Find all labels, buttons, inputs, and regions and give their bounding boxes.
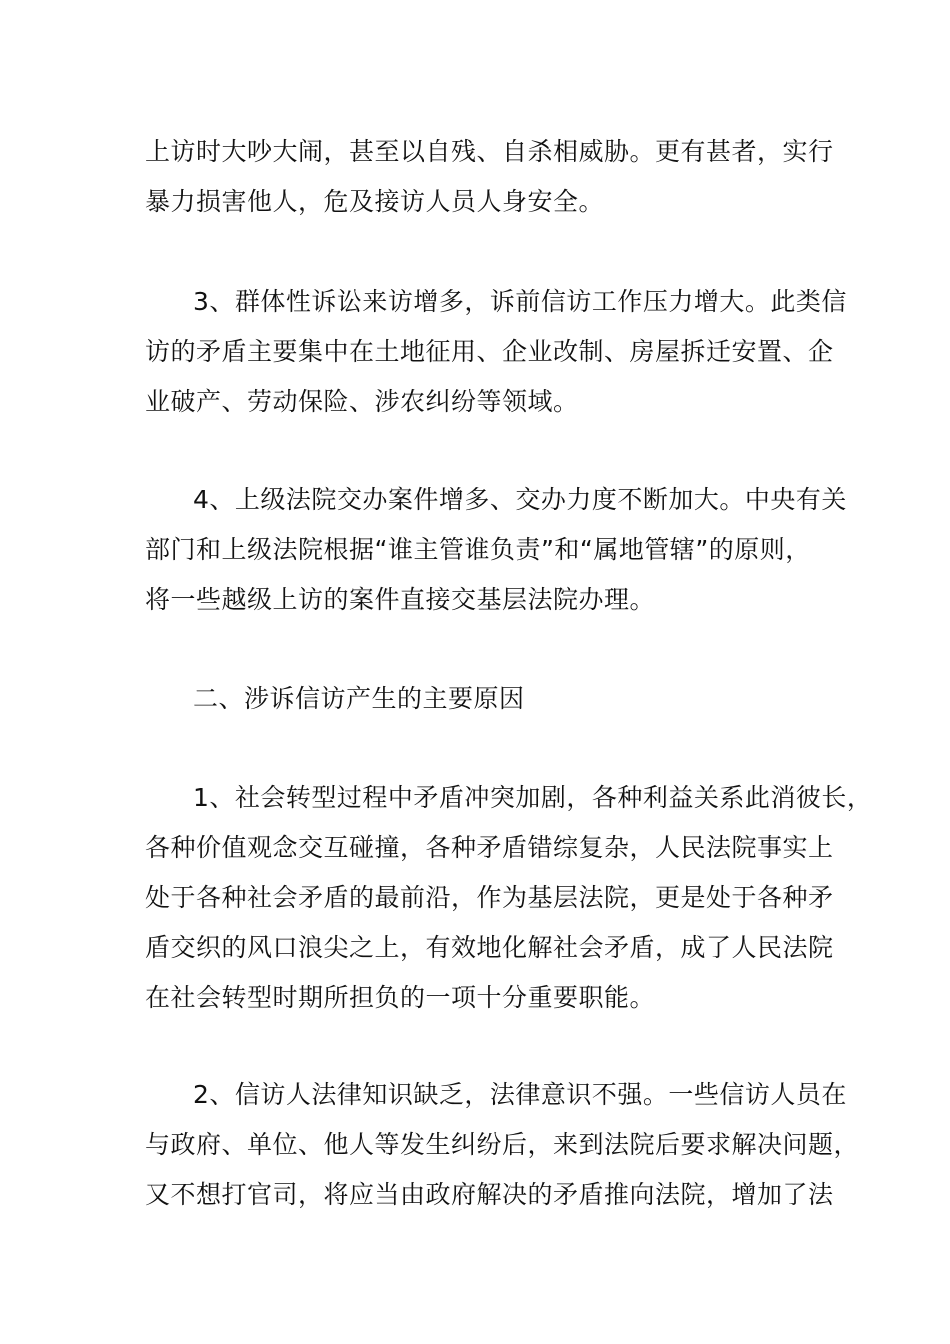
text-line: 处于各种社会矛盾的最前沿，作为基层法院，更是处于各种矛 (145, 883, 834, 912)
text-line: 盾交织的风口浪尖之上，有效地化解社会矛盾，成了人民法院 (145, 933, 834, 962)
paragraph-continuation (145, 127, 834, 227)
text-line: 2、信访人法律知识缺乏，法律意识不强。一些信访人员在 (193, 1080, 847, 1109)
text-line: 1、社会转型过程中矛盾冲突加剧，各种利益关系此消彼长， (193, 783, 873, 812)
text-line: 4、上级法院交办案件增多、交办力度不断加大。中央有关 (193, 485, 847, 514)
text-line: 业破产、劳动保险、涉农纠纷等领域。 (145, 387, 579, 416)
paragraph-reason-1 (145, 773, 873, 1023)
text-line: 暴力损害他人，危及接访人员人身安全。 (145, 187, 605, 216)
text-line: 3、群体性诉讼来访增多，诉前信访工作压力增大。此类信 (193, 287, 847, 316)
text-line: 在社会转型时期所担负的一项十分重要职能。 (145, 983, 656, 1012)
text-line: 各种价值观念交互碰撞，各种矛盾错综复杂，人民法院事实上 (145, 833, 834, 862)
text-line: 部门和上级法院根据“谁主管谁负责”和“属地管辖”的原则， (145, 535, 811, 564)
text-line: 访的矛盾主要集中在土地征用、企业改制、房屋拆迁安置、企 (145, 337, 834, 366)
text-line: 将一些越级上访的案件直接交基层法院办理。 (145, 585, 656, 614)
heading-text: 二、涉诉信访产生的主要原因 (193, 684, 525, 713)
section-heading (145, 674, 815, 724)
paragraph-item-4 (145, 475, 847, 625)
paragraph-item-3 (145, 277, 847, 427)
text-line: 与政府、单位、他人等发生纠纷后，来到法院后要求解决问题， (145, 1130, 860, 1159)
text-line: 上访时大吵大闹，甚至以自残、自杀相威胁。更有甚者，实行 (145, 137, 834, 166)
text-line: 又不想打官司，将应当由政府解决的矛盾推向法院，增加了法 (145, 1180, 834, 1209)
paragraph-reason-2 (145, 1070, 860, 1220)
